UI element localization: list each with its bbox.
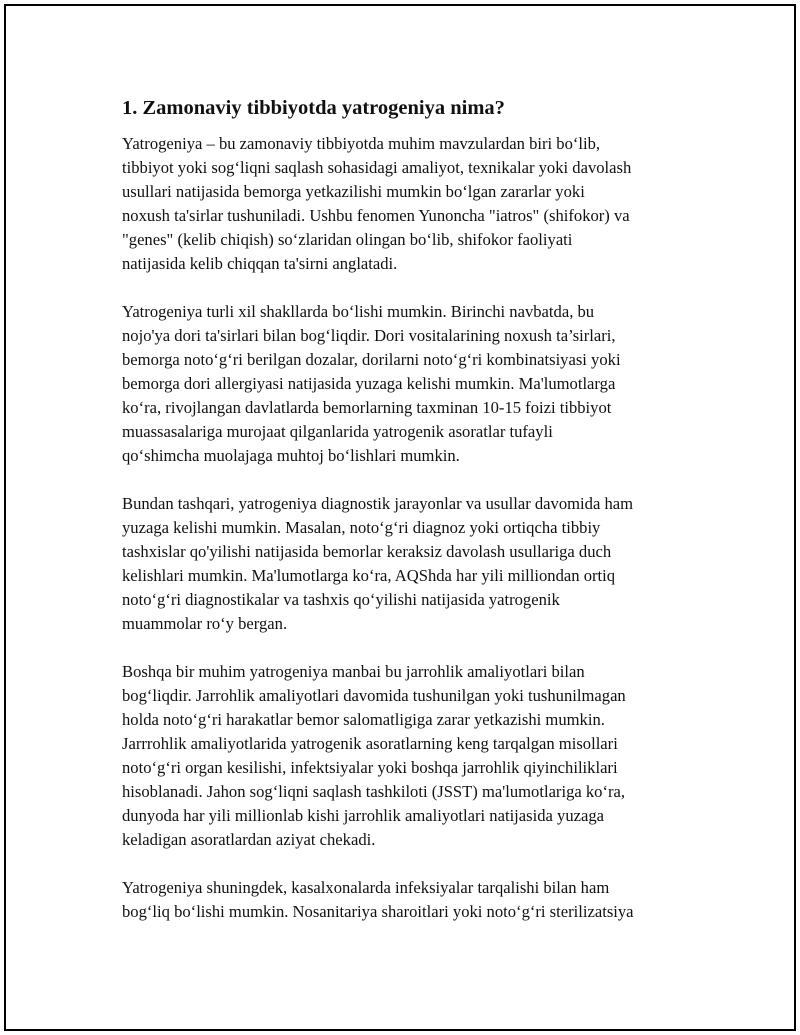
text-line: muammolar ro‘y bergan.: [122, 614, 288, 633]
paragraph-5: [122, 876, 722, 924]
text-line: Yatrogeniya turli xil shakllarda bo‘lishi mumkin. Birinchi navbatda, bu: [122, 302, 595, 321]
text-line: "genes" (kelib chiqish) so‘zlaridan olingan bo‘lib, shifokor faoliyati: [122, 230, 573, 249]
paragraph-1: [122, 132, 722, 276]
text-line: qo‘shimcha muolajaga muhtoj bo‘lishlari mumkin.: [122, 446, 460, 465]
section-heading: 1. Zamonaviy tibbiyotda yatrogeniya nima?: [122, 97, 505, 119]
text-line: bog‘liq bo‘lishi mumkin. Nosanitariya sharoitlari yoki noto‘g‘ri sterilizatsiya: [122, 902, 634, 921]
text-line: dunyoda har yili millionlab kishi jarrohlik amaliyotlari natijasida yuzaga: [122, 806, 605, 825]
text-line: keladigan asoratlardan aziyat chekadi.: [122, 830, 376, 849]
text-line: nojo'ya dori ta'sirlari bilan bog‘liqdir. Dori vositalarining noxush ta’sirlari,: [122, 326, 616, 345]
document-body: [122, 94, 722, 948]
text-line: yuzaga kelishi mumkin. Masalan, noto‘g‘ri diagnoz yoki ortiqcha tibbiy: [122, 518, 601, 537]
text-line: Yatrogeniya shuningdek, kasalxonalarda infeksiyalar tarqalishi bilan ham: [122, 878, 610, 897]
text-line: ko‘ra, rivojlangan davlatlarda bemorlarning taxminan 10-15 foizi tibbiyot: [122, 398, 612, 417]
text-line: kelishlari mumkin. Ma'lumotlarga ko‘ra, AQShda har yili milliondan ortiq: [122, 566, 616, 585]
text-line: bemorga noto‘g‘ri berilgan dozalar, dorilarni noto‘g‘ri kombinatsiyasi yoki: [122, 350, 621, 369]
text-line: hisoblanadi. Jahon sog‘liqni saqlash tashkiloti (JSST) ma'lumotlariga ko‘ra,: [122, 782, 626, 801]
text-line: usullari natijasida bemorga yetkazilishi mumkin bo‘lgan zararlar yoki: [122, 182, 585, 201]
text-line: noxush ta'sirlar tushuniladi. Ushbu fenomen Yunoncha "iatros" (shifokor) va: [122, 206, 630, 225]
page-frame: [4, 4, 796, 1031]
paragraph-2: [122, 300, 722, 468]
text-line: bog‘liqdir. Jarrohlik amaliyotlari davomida tushunilgan yoki tushunilmagan: [122, 686, 626, 705]
text-line: noto‘g‘ri organ kesilishi, infektsiyalar yoki boshqa jarrohlik qiyinchiliklari: [122, 758, 618, 777]
text-line: holda noto‘g‘ri harakatlar bemor salomatligiga zarar yetkazishi mumkin.: [122, 710, 605, 729]
paragraph-4: [122, 660, 722, 852]
text-line: Yatrogeniya – bu zamonaviy tibbiyotda muhim mavzulardan biri bo‘lib,: [122, 134, 601, 153]
text-line: noto‘g‘ri diagnostikalar va tashxis qo‘yilishi natijasida yatrogenik: [122, 590, 560, 609]
paragraph-3: [122, 492, 722, 636]
text-line: Bundan tashqari, yatrogeniya diagnostik jarayonlar va usullar davomida ham: [122, 494, 634, 513]
text-line: Boshqa bir muhim yatrogeniya manbai bu jarrohlik amaliyotlari bilan: [122, 662, 585, 681]
text-line: tibbiyot yoki sog‘liqni saqlash sohasidagi amaliyot, texnikalar yoki davolash: [122, 158, 632, 177]
text-line: natijasida kelib chiqqan ta'sirni anglatadi.: [122, 254, 398, 273]
text-line: Jarrrohlik amaliyotlarida yatrogenik asoratlarning keng tarqalgan misollari: [122, 734, 618, 753]
text-line: muassasalariga murojaat qilganlarida yatrogenik asoratlar tufayli: [122, 422, 553, 441]
text-line: tashxislar qo'yilishi natijasida bemorlar keraksiz davolash usullariga duch: [122, 542, 612, 561]
text-line: bemorga dori allergiyasi natijasida yuzaga kelishi mumkin. Ma'lumotlarga: [122, 374, 616, 393]
